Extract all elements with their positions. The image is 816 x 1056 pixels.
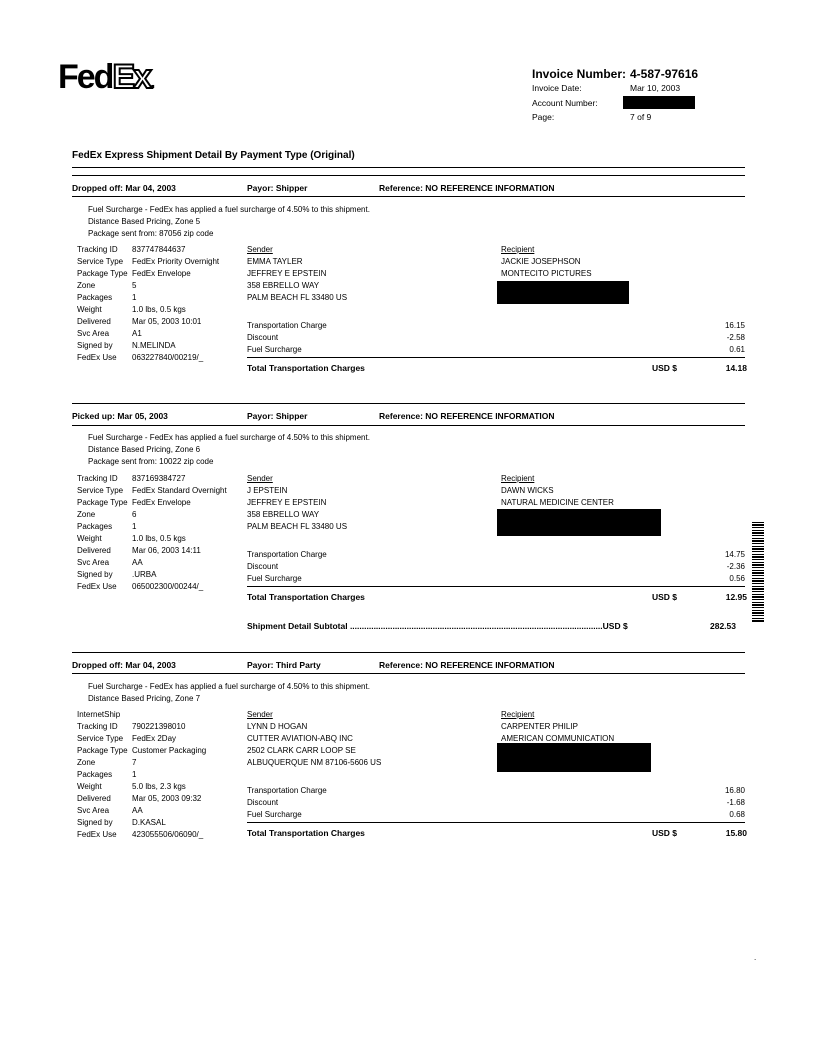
detail-value: 423055506/06090/_: [132, 830, 204, 839]
sender-line: PALM BEACH FL 33480 US: [247, 522, 348, 531]
recipient-line: DAWN WICKS: [501, 486, 554, 495]
detail-row: [77, 340, 219, 352]
invoice-date: Mar 10, 2003: [630, 83, 681, 93]
title-rule: [72, 167, 745, 168]
detail-key: FedEx Use: [77, 353, 117, 362]
detail-value: FedEx Envelope: [132, 498, 191, 507]
invoice-date-label: Invoice Date:: [532, 83, 582, 93]
detail-key: Zone: [77, 281, 96, 290]
detail-key: Package Type: [77, 746, 128, 755]
charge-label: Discount: [247, 798, 279, 807]
charge-row: [247, 809, 745, 821]
detail-row: [77, 280, 219, 292]
detail-row: [77, 557, 227, 569]
sender-line: JEFFREY E EPSTEIN: [247, 269, 327, 278]
shipment-1-reference: Reference: NO REFERENCE INFORMATION: [379, 183, 555, 193]
detail-key: Service Type: [77, 486, 124, 495]
detail-value: FedEx 2Day: [132, 734, 177, 743]
shipment-3-notes: [88, 681, 370, 705]
charge-row: [247, 785, 745, 797]
shipment-1-recipient: [501, 244, 592, 280]
shipment-1-total-label: Total Transportation Charges: [247, 363, 365, 373]
detail-value: 837169384727: [132, 474, 186, 483]
detail-row: [77, 292, 219, 304]
detail-value: D.KASAL: [132, 818, 166, 827]
detail-key: Package Type: [77, 269, 128, 278]
detail-value: AA: [132, 806, 143, 815]
detail-key: InternetShip: [77, 710, 121, 719]
shipment-3-charges: [247, 785, 745, 821]
detail-row: [77, 757, 206, 769]
detail-row: [77, 497, 227, 509]
charge-row: [247, 573, 745, 585]
charge-label: Transportation Charge: [247, 786, 327, 795]
detail-row: [77, 244, 219, 256]
detail-value: 1: [132, 522, 137, 531]
detail-row: [77, 817, 206, 829]
logo-fed: Fed: [58, 58, 113, 96]
shipment-2-pickup: Picked up: Mar 05, 2003: [72, 411, 168, 421]
charge-amount: 0.68: [729, 810, 745, 819]
shipment-2-recipient: [501, 473, 614, 509]
detail-value: A1: [132, 329, 142, 338]
sender-line: CUTTER AVIATION-ABQ INC: [247, 734, 353, 743]
detail-value: Mar 06, 2003 14:11: [132, 546, 201, 555]
recipient-address-redaction: [497, 281, 629, 304]
note: Package sent from: 10022 zip code: [88, 457, 214, 466]
detail-key: Package Type: [77, 498, 128, 507]
detail-row: [77, 781, 206, 793]
detail-value: .URBA: [132, 570, 157, 579]
detail-row: [77, 721, 206, 733]
page-label: Page:: [532, 112, 555, 122]
detail-key: Zone: [77, 510, 96, 519]
detail-key: Signed by: [77, 341, 113, 350]
detail-row: [77, 805, 206, 817]
detail-key: Service Type: [77, 257, 124, 266]
shipment-2-sender: [247, 473, 347, 533]
detail-value: Mar 05, 2003 10:01: [132, 317, 202, 326]
shipment-3-header-rule: [72, 673, 745, 674]
note: Fuel Surcharge - FedEx has applied a fuel surcharge of 4.50% to this shipment.: [88, 205, 370, 214]
detail-value: 6: [132, 510, 137, 519]
recipient-label: Recipient: [501, 245, 535, 254]
charge-label: Transportation Charge: [247, 321, 327, 330]
detail-value: 1: [132, 770, 137, 779]
shipment-2-details: [77, 473, 227, 593]
detail-key: Packages: [77, 770, 113, 779]
charge-amount: 14.75: [724, 550, 745, 559]
detail-key: Delivered: [77, 546, 111, 555]
sender-line: ALBUQUERQUE NM 87106-5606 US: [247, 758, 382, 767]
detail-key: Tracking ID: [77, 474, 118, 483]
detail-value: 065002300/00244/_: [132, 582, 204, 591]
detail-key: Signed by: [77, 570, 113, 579]
detail-value: 5.0 lbs, 2.3 kgs: [132, 782, 186, 791]
shipment-2-payor: Payor: Shipper: [247, 411, 308, 421]
detail-value: Mar 05, 2003 09:32: [132, 794, 202, 803]
shipment-1-total-rule: [247, 357, 745, 358]
detail-key: Weight: [77, 782, 102, 791]
detail-value: FedEx Envelope: [132, 269, 191, 278]
shipment-1-details: [77, 244, 219, 364]
detail-key: FedEx Use: [77, 830, 117, 839]
shipment-3-payor: Payor: Third Party: [247, 660, 321, 670]
detail-row: [77, 328, 219, 340]
shipment-1-sender: [247, 244, 347, 304]
detail-value: 1: [132, 293, 137, 302]
detail-key: Packages: [77, 522, 113, 531]
shipment-2-total-label: Total Transportation Charges: [247, 592, 365, 602]
recipient-line: CARPENTER PHILIP: [501, 722, 578, 731]
charge-amount: 0.56: [729, 574, 745, 583]
shipment-2-currency: USD $: [652, 592, 678, 602]
charge-row: [247, 561, 745, 573]
shipment-3-currency: USD $: [652, 828, 678, 838]
detail-row: [77, 709, 206, 721]
recipient-label: Recipient: [501, 474, 535, 483]
document-title: FedEx Express Shipment Detail By Payment Type (Original): [72, 150, 355, 161]
detail-value: Customer Packaging: [132, 746, 207, 755]
invoice-number-label: Invoice Number:: [532, 67, 627, 81]
detail-key: Service Type: [77, 734, 124, 743]
note: Distance Based Pricing, Zone 5: [88, 217, 201, 226]
note: Distance Based Pricing, Zone 7: [88, 694, 201, 703]
detail-key: Svc Area: [77, 329, 110, 338]
shipment-2-total: 12.95: [725, 592, 747, 602]
shipment-2-notes: [88, 432, 370, 468]
detail-value: 1.0 lbs, 0.5 kgs: [132, 534, 186, 543]
detail-row: [77, 352, 219, 364]
charge-row: [247, 344, 745, 356]
charge-row: [247, 332, 745, 344]
charge-label: Transportation Charge: [247, 550, 327, 559]
recipient-address-redaction: [497, 509, 661, 536]
detail-key: Signed by: [77, 818, 113, 827]
charge-label: Discount: [247, 562, 279, 571]
detail-row: [77, 829, 206, 841]
detail-row: [77, 509, 227, 521]
shipment-3-drop: Dropped off: Mar 04, 2003: [72, 660, 176, 670]
sender-line: JEFFREY E EPSTEIN: [247, 498, 327, 507]
shipment-2-top-rule: [72, 403, 745, 404]
detail-key: FedEx Use: [77, 582, 117, 591]
shipment-3-total: 15.80: [725, 828, 747, 838]
note: Fuel Surcharge - FedEx has applied a fuel surcharge of 4.50% to this shipment.: [88, 682, 370, 691]
charge-amount: -1.68: [726, 798, 745, 807]
charge-row: [247, 549, 745, 561]
recipient-line: MONTECITO PICTURES: [501, 269, 592, 278]
detail-row: [77, 745, 206, 757]
detail-key: Delivered: [77, 794, 111, 803]
detail-value: 7: [132, 758, 137, 767]
charge-amount: -2.58: [726, 333, 745, 342]
charge-amount: -2.36: [726, 562, 745, 571]
shipment-1-notes: [88, 204, 370, 240]
shipment-1-payor: Payor: Shipper: [247, 183, 308, 193]
shipment-1-header-rule: [72, 196, 745, 197]
logo-dot: .: [150, 71, 154, 93]
detail-row: [77, 793, 206, 805]
detail-key: Svc Area: [77, 558, 110, 567]
recipient-line: JACKIE JOSEPHSON: [501, 257, 581, 266]
charge-amount: 0.61: [729, 345, 745, 354]
recipient-address-redaction: [497, 743, 651, 772]
detail-row: [77, 521, 227, 533]
detail-value: FedEx Priority Overnight: [132, 257, 220, 266]
detail-row: [77, 569, 227, 581]
note: Fuel Surcharge - FedEx has applied a fuel surcharge of 4.50% to this shipment.: [88, 433, 370, 442]
detail-key: Delivered: [77, 317, 111, 326]
sender-line: 358 EBRELLO WAY: [247, 510, 320, 519]
account-number-redaction: [623, 96, 695, 109]
charge-label: Fuel Surcharge: [247, 810, 302, 819]
detail-key: Weight: [77, 305, 102, 314]
charge-amount: 16.80: [724, 786, 745, 795]
shipment-3-total-label: Total Transportation Charges: [247, 828, 365, 838]
shipment-2-header-rule: [72, 425, 745, 426]
detail-value: 063227840/00219/_: [132, 353, 204, 362]
shipment-1-total: 14.18: [725, 363, 747, 373]
detail-row: [77, 256, 219, 268]
charge-label: Fuel Surcharge: [247, 345, 302, 354]
detail-row: [77, 485, 227, 497]
detail-row: [77, 316, 219, 328]
logo-ex: Ex: [112, 58, 151, 96]
detail-value: FedEx Standard Overnight: [132, 486, 227, 495]
note: Package sent from: 87056 zip code: [88, 229, 214, 238]
sender-label: Sender: [247, 245, 273, 254]
shipment-3-top-rule: [72, 652, 745, 653]
invoice-number: 4-587-97616: [630, 67, 699, 81]
detail-key: Svc Area: [77, 806, 110, 815]
recipient-line: AMERICAN COMMUNICATION: [501, 734, 615, 743]
detail-value: AA: [132, 558, 143, 567]
sender-line: 2502 CLARK CARR LOOP SE: [247, 746, 356, 755]
detail-value: 837747844637: [132, 245, 186, 254]
detail-row: [77, 733, 206, 745]
shipment-3-details: [77, 709, 206, 841]
shipment-3-recipient: [501, 709, 614, 745]
sender-line: LYNN D HOGAN: [247, 722, 308, 731]
detail-row: [77, 581, 227, 593]
shipment-3-total-rule: [247, 822, 745, 823]
detail-row: [77, 545, 227, 557]
account-number-label: Account Number:: [532, 98, 598, 108]
detail-key: Packages: [77, 293, 113, 302]
detail-key: Zone: [77, 758, 96, 767]
detail-value: 790221398010: [132, 722, 186, 731]
barcode: [752, 522, 764, 622]
page-number: 7 of 9: [630, 112, 652, 122]
shipment-1-charges: [247, 320, 745, 356]
shipment-3-sender: [247, 709, 381, 769]
charge-row: [247, 320, 745, 332]
fedex-logo: [58, 60, 154, 94]
shipment-1-top-rule: [72, 175, 745, 176]
charge-row: [247, 797, 745, 809]
detail-row: [77, 268, 219, 280]
recipient-label: Recipient: [501, 710, 535, 719]
sender-line: 358 EBRELLO WAY: [247, 281, 320, 290]
detail-row: [77, 473, 227, 485]
sender-line: J EPSTEIN: [247, 486, 288, 495]
recipient-line: NATURAL MEDICINE CENTER: [501, 498, 614, 507]
sender-label: Sender: [247, 710, 273, 719]
sender-label: Sender: [247, 474, 273, 483]
footer-mark: .: [754, 953, 757, 962]
subtotal-amount: 282.53: [710, 621, 736, 631]
detail-row: [77, 533, 227, 545]
detail-key: Weight: [77, 534, 102, 543]
charge-label: Discount: [247, 333, 279, 342]
detail-key: Tracking ID: [77, 722, 118, 731]
detail-value: 1.0 lbs, 0.5 kgs: [132, 305, 186, 314]
sender-line: PALM BEACH FL 33480 US: [247, 293, 348, 302]
detail-row: [77, 769, 206, 781]
shipment-2-reference: Reference: NO REFERENCE INFORMATION: [379, 411, 555, 421]
detail-value: N.MELINDA: [132, 341, 176, 350]
shipment-3-reference: Reference: NO REFERENCE INFORMATION: [379, 660, 555, 670]
charge-amount: 16.15: [724, 321, 745, 330]
note: Distance Based Pricing, Zone 6: [88, 445, 201, 454]
detail-row: [77, 304, 219, 316]
detail-value: 5: [132, 281, 137, 290]
shipment-2-total-rule: [247, 586, 745, 587]
subtotal-label: Shipment Detail Subtotal ...........................................................................................................USD $: [247, 621, 628, 631]
charge-label: Fuel Surcharge: [247, 574, 302, 583]
shipment-2-charges: [247, 549, 745, 585]
shipment-1-currency: USD $: [652, 363, 678, 373]
shipment-1-drop: Dropped off: Mar 04, 2003: [72, 183, 176, 193]
detail-key: Tracking ID: [77, 245, 118, 254]
sender-line: EMMA TAYLER: [247, 257, 303, 266]
